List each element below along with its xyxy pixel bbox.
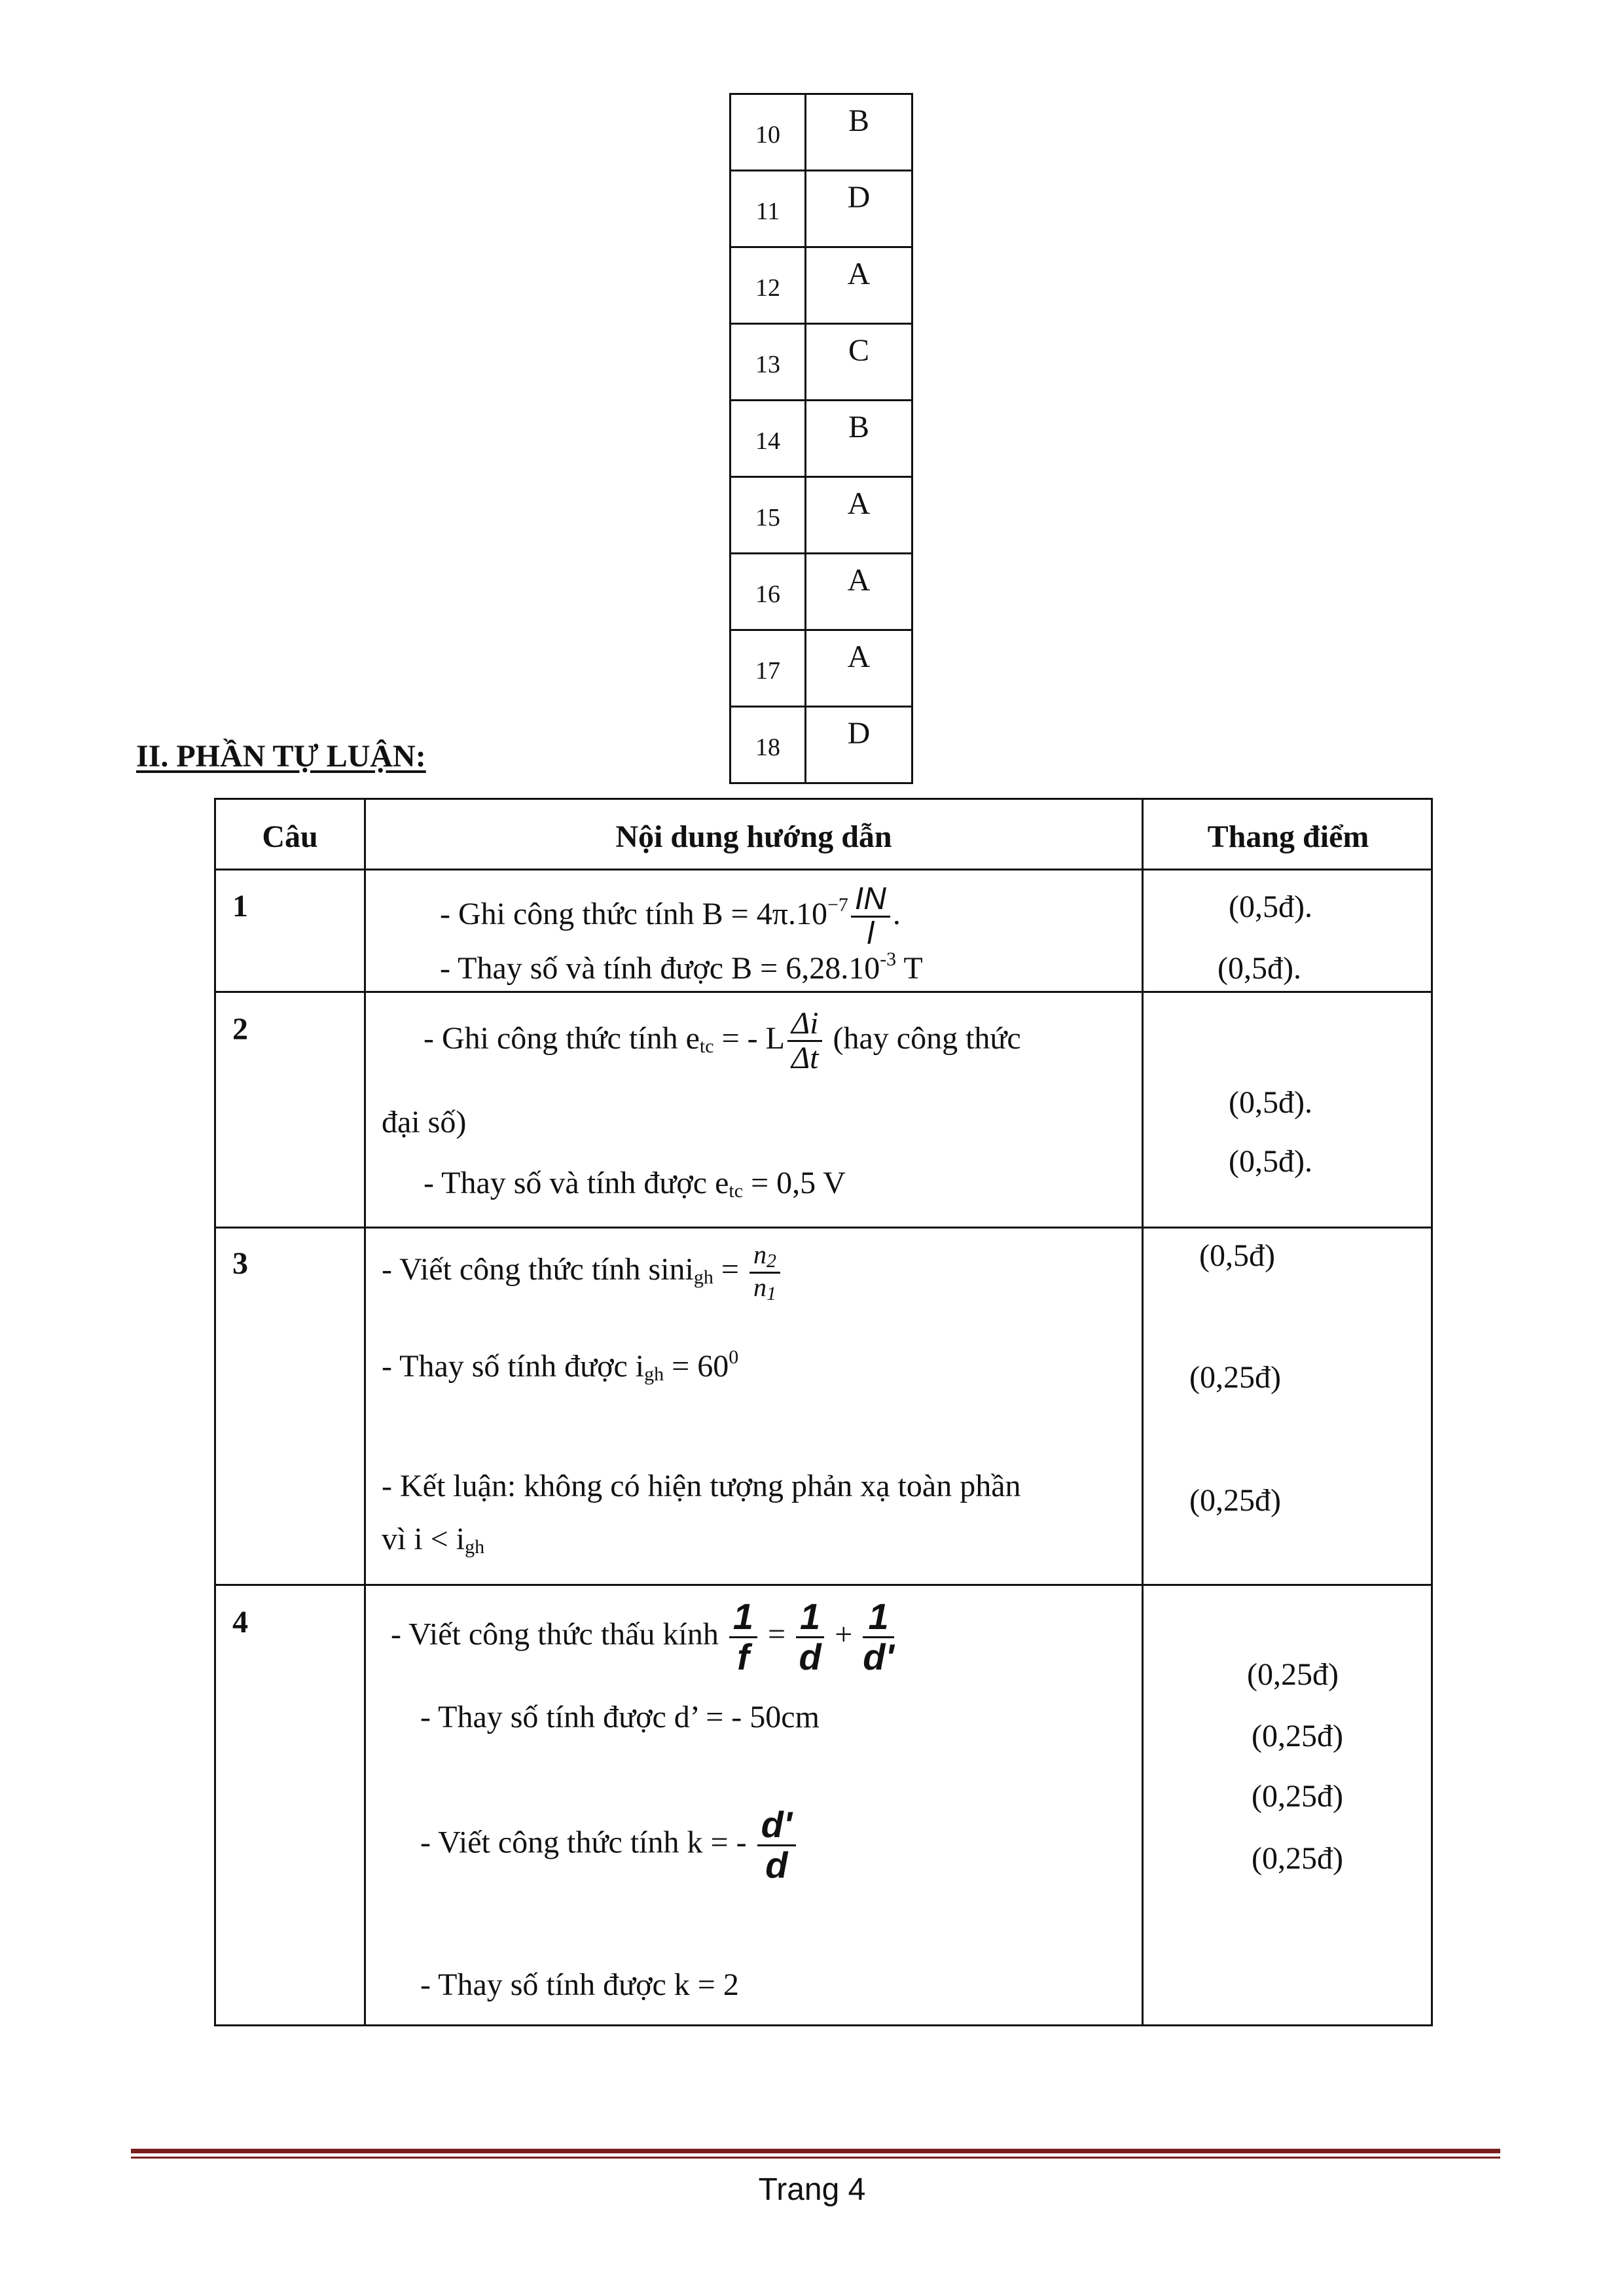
footer-rule-thin [131,2157,1500,2159]
score: (0,5đ). [1229,1085,1312,1120]
answer-choice: B [806,401,912,477]
q3-line1: - Viết công thức tính sini$_{gh}$ = $\frac{n_2}{n_1}$ [382,1241,783,1304]
answer-number: 16 [731,554,806,630]
answer-choice: A [806,247,912,324]
score: (0,25đ) [1252,1779,1343,1814]
header-score: Thang điểm [1207,819,1369,854]
q1-line1: - Ghi công thức tính $B = 4\pi.10^{-7}$ $\frac{IN}{l}$ . [440,882,901,952]
score: (0,5đ) [1199,1238,1275,1273]
q4-line1: - Viết công thức thấu kính $\frac{1}{f}$ = $\frac{1}{d}$ + $\frac{1}{d'}$ [391,1596,894,1677]
answer-number: 14 [731,401,806,477]
answer-number: 12 [731,247,806,324]
answer-number: 18 [731,707,806,783]
answer-row [731,630,912,707]
q2-line1: - Ghi công thức tính $e_{tc}$ = - L $\frac{\Delta i}{\Delta t}$ (hay công thức [424,1006,1021,1076]
answer-key-table [729,93,913,784]
answer-choice: A [806,477,912,554]
answer-row [731,171,912,247]
score: (0,5đ). [1218,951,1301,986]
score: (0,25đ) [1252,1841,1343,1876]
q2-line2: - Thay số và tính được $e_{tc} = 0,5$ V [424,1166,846,1202]
score: (0,25đ) [1189,1360,1281,1395]
page-number: Trang 4 [758,2172,866,2207]
answer-row [731,401,912,477]
answer-row [731,554,912,630]
q3-line3b: vì $i < i_{gh}$ [382,1522,485,1558]
header-cau: Câu [262,819,318,854]
answer-row [731,477,912,554]
answer-number: 15 [731,477,806,554]
answer-choice: A [806,630,912,707]
question-number: 2 [232,1012,248,1047]
score: (0,5đ). [1229,889,1312,924]
answer-choice: A [806,554,912,630]
answer-number: 13 [731,324,806,401]
answer-number: 11 [731,171,806,247]
answer-row [731,324,912,401]
q4-line3: - Viết công thức tính k = - $\frac{d'}{d}$ [420,1806,799,1885]
answer-choice: B [806,94,912,171]
answer-choice: D [806,171,912,247]
question-number: 4 [232,1605,248,1640]
score: (0,25đ) [1189,1483,1281,1518]
q2-line1b: đại số) [382,1105,467,1139]
q4-line2: - Thay số tính được d’ = - 50cm [420,1700,820,1734]
answer-row [731,707,912,783]
q3-line2: - Thay số tính được $i_{gh} = 60^0$ [382,1346,739,1385]
answer-row [731,247,912,324]
answer-number: 17 [731,630,806,707]
answer-number: 10 [731,94,806,171]
q4-line4: - Thay số tính được k = 2 [420,1967,739,2002]
footer-rule [131,2149,1500,2153]
score: (0,5đ). [1229,1144,1312,1179]
header-content: Nội dung hướng dẫn [615,819,892,854]
section-title: II. PHẦN TỰ LUẬN: [136,739,426,774]
score: (0,25đ) [1252,1719,1343,1753]
q1-line2: - Thay số và tính được $B = 6,28.10^{-3}$ T [440,948,923,986]
answer-choice: D [806,707,912,783]
score: (0,25đ) [1247,1657,1339,1692]
question-number: 1 [232,889,248,924]
answer-choice: C [806,324,912,401]
q3-line3a: - Kết luận: không có hiện tượng phản xạ toàn phần [382,1469,1021,1503]
question-number: 3 [232,1246,248,1281]
answer-row [731,94,912,171]
essay-table [214,798,1433,2026]
